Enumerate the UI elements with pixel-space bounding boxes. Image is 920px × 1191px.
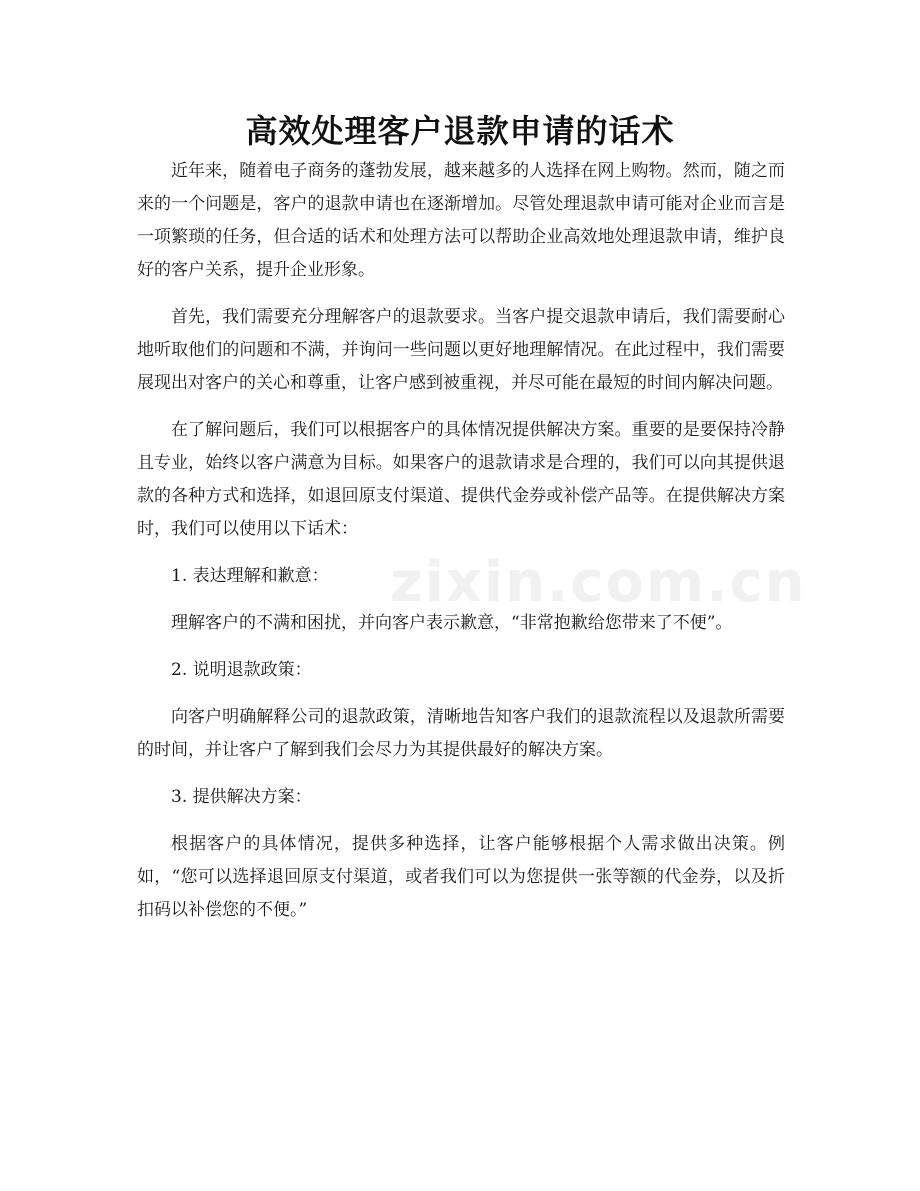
document-body xyxy=(137,155,785,927)
paragraph-policy: 向客户明确解释公司的退款政策，清晰地告知客户我们的退款流程以及退款所需要的时间，并让客户了解到我们会尽力为其提供最好的解决方案。 xyxy=(137,707,785,760)
paragraph-solutions: 在了解问题后，我们可以根据客户的具体情况提供解决方案。重要的是要保持冷静且专业，始终以客户满意为目标。如果客户的退款请求是合理的，我们可以向其提供退款的各种方式和选择，如退回原支付渠道、提供代金券或补偿产品等。在提供解决方案时，我们可以使用以下话术： xyxy=(137,420,785,539)
list-heading-1: 1. 表达理解和歉意： xyxy=(171,566,329,586)
paragraph-apology: 理解客户的不满和困扰，并向客户表示歉意，“非常抱歉给您带来了不便”。 xyxy=(171,613,733,633)
paragraph-intro: 近年来，随着电子商务的蓬勃发展，越来越多的人选择在网上购物。然而，随之而来的一个问题是，客户的退款申请也在逐渐增加。尽管处理退款申请可能对企业而言是一项繁琐的任务，但合适的话术和处理方法可以帮助企业高效地处理退款申请，维护良好的客户关系，提升企业形象。 xyxy=(137,161,785,280)
list-heading-3: 3. 提供解决方案： xyxy=(171,787,312,807)
watermark: zixin.com.cn xyxy=(390,550,807,615)
list-heading-2: 2. 说明退款政策： xyxy=(171,660,312,680)
paragraph-understand: 首先，我们需要充分理解客户的退款要求。当客户提交退款申请后，我们需要耐心地听取他们的问题和不满，并询问一些问题以更好地理解情况。在此过程中，我们需要展现出对客户的关心和尊重，让客户感到被重视，并尽可能在最短的时间内解决问题。 xyxy=(137,307,785,393)
paragraph-options: 根据客户的具体情况，提供多种选择，让客户能够根据个人需求做出决策。例如，“您可以选择退回原支付渠道，或者我们可以为您提供一张等额的代金券，以及折扣码以补偿您的不便。” xyxy=(137,834,785,920)
document-title: 高效处理客户退款申请的话术 xyxy=(245,112,675,150)
